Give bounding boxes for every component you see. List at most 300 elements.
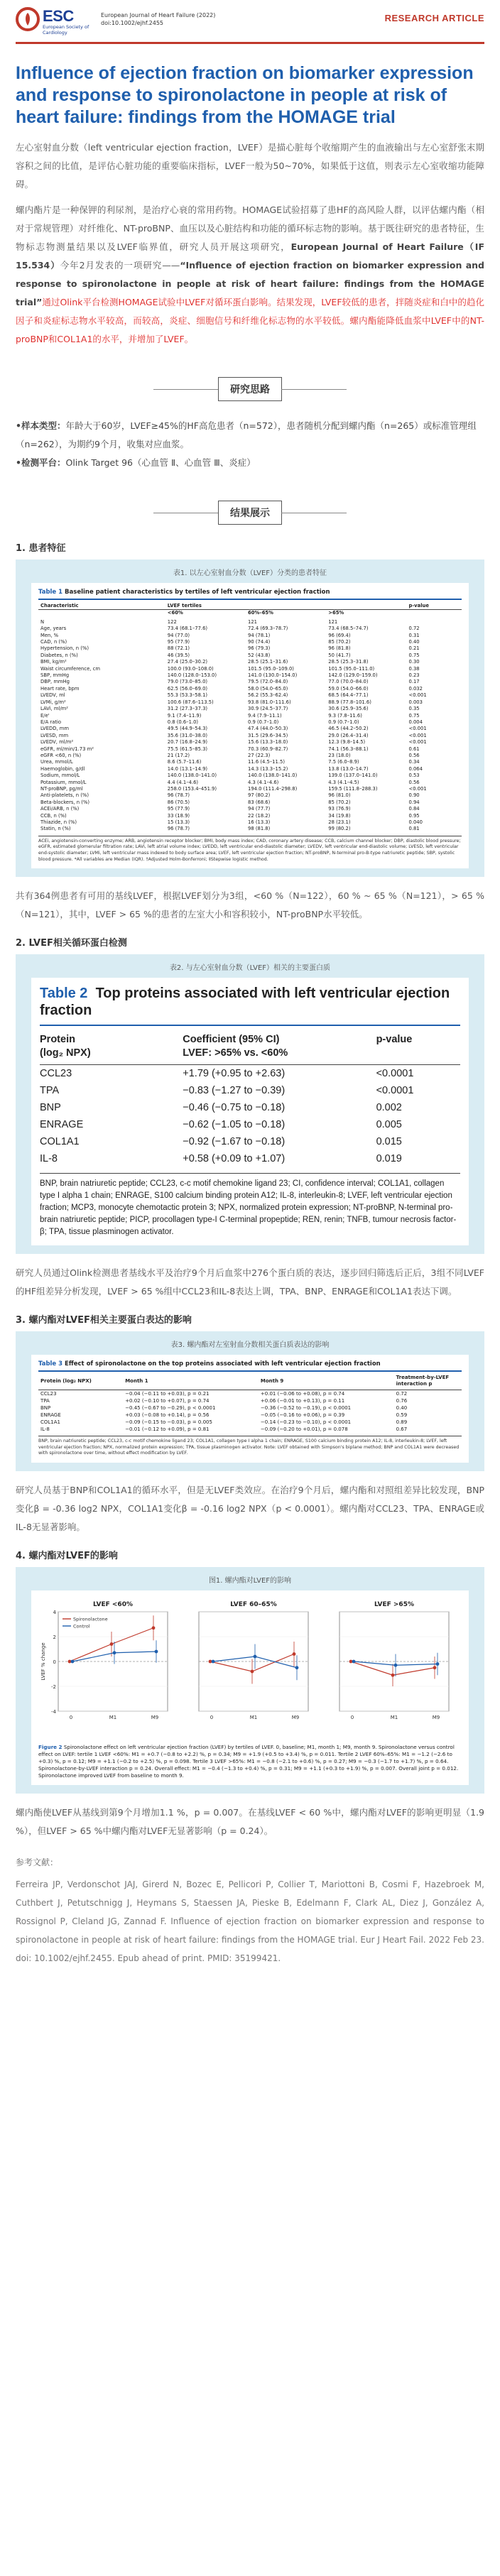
esc-logo-icon [16, 7, 40, 31]
references-text: Ferreira JP, Verdonschot JAJ, Girerd N, Bozec E, Pellicori P, Collier T, Mariottoni B, Cosmi F, Hazebroek M, Cuthbert J, Petutschnigg J, Heymans S, Staessen JA, Pieske B, Edelmann F, Clark AL, Diez J, González A, Rossignol P, Cleland JG, Zannad F. Influence of ejection fraction on biomarker expression and response to spironolactone in people at risk of heart failure: findings from the HOMAGE trial. Eur J Heart Fail. 2022 Feb 23. doi: 10.1002/ejhf.2455. Epub ahead of print. PMID: 35199421. [16, 1879, 484, 1963]
table-cell: 85 (70.2) [328, 799, 351, 805]
table-cell: IL-8 [40, 1426, 50, 1433]
table-2-title [40, 985, 460, 1026]
data-point [436, 1662, 440, 1666]
table-row [40, 1065, 460, 1083]
y-tick-label: 4 [53, 1609, 56, 1615]
table-row [38, 1426, 462, 1433]
data-point [155, 1650, 158, 1654]
table-1 [31, 583, 469, 868]
table-cell: 140.0 (128.0–153.0) [167, 672, 217, 679]
result-1-text: 共有364例患者有可用的基线LVEF，根据LVEF划分为3组，<60 %（N=122），60 % ~ 65 %（N=121），> 65 %（N=121），其中，LVEF > 65 %的患者的左室大小和容积较小，NT-proBNP水平较低。 [16, 890, 484, 920]
panel-title: LVEF 60–65% [230, 1600, 277, 1608]
data-point [212, 1660, 215, 1664]
data-point [71, 1660, 75, 1664]
table-cell: 0.032 [408, 685, 423, 692]
table-row [40, 1133, 460, 1150]
table-cell: −0.14 (−0.23 to −0.10), p < 0.0001 [260, 1419, 352, 1426]
table-cell: +1.79 (+0.95 to +2.63) [183, 1068, 286, 1080]
table-cell: 70.3 (60.9–82.7) [248, 746, 288, 752]
table-cell: Urea, mmol/L [40, 759, 73, 765]
table-cell: Age, years [40, 626, 67, 632]
table-cell: LAVi, ml/m² [40, 706, 69, 712]
society-name: European Society of Cardiology [43, 24, 89, 36]
table-cell: CAD, n (%) [40, 639, 67, 645]
x-tick-label: M9 [291, 1714, 300, 1720]
table-cell: 13.8 (13.0–14.7) [328, 765, 369, 772]
sample-type-label: •样本类型： [16, 420, 66, 431]
table-3-label: Table 3 [38, 1360, 63, 1368]
table-cell: 258.0 (153.4–451.9) [167, 785, 217, 792]
table-cell: 0.005 [376, 1119, 402, 1131]
result-1-heading: 1. 患者特征 [16, 543, 66, 554]
table-cell: 0.81 [408, 826, 420, 832]
table-cell: 73.4 (68.5–74.7) [328, 626, 369, 632]
table-cell: ENRAGE [40, 1412, 61, 1419]
y-tick-label: 0 [53, 1659, 56, 1665]
table-cell: 0.9 (0.7–1.0) [248, 719, 279, 725]
table-cell: COL1A1 [40, 1136, 80, 1148]
table-cell: 4.4 (4.1–4.6) [167, 779, 199, 785]
column-subheader: 60%–65% [248, 610, 273, 616]
table-cell: 0.56 [408, 752, 420, 758]
figure-2 [31, 1590, 469, 1785]
data-point [295, 1666, 299, 1669]
column-header-coefficient-line2: LVEF: >65% vs. <60% [183, 1047, 288, 1059]
table-cell: 59.0 (54.0–66.0) [328, 685, 369, 692]
table-cell: 0.8 (0.6–1.0) [167, 719, 199, 725]
table-cell: 74.1 (56.3–88.1) [328, 746, 369, 752]
table-cell: 4.3 (4.1–4.6) [248, 779, 279, 785]
intro-text-a: 螺内酯片是一种保钾的利尿剂，是治疗心衰的常用药物。HOMAGE试验招募了患HF的高风险人群，以评估螺内酯（相对于常规管理）对纤维化、NT-proBNP、血压以及心脏结构和功能的循环标志物的影响。基于既往研究的患者特征，生物标志物测量结果以及LVEF临界值，研究人员开展这项研究， [16, 204, 484, 252]
esc-logo-text: ESC [43, 7, 74, 25]
table-row [38, 766, 462, 773]
table-cell: 100.0 (93.0–108.0) [167, 665, 214, 672]
table-cell: Waist circumference, cm [40, 665, 100, 672]
table-cell: −0.62 (−1.05 to −0.18) [183, 1119, 286, 1131]
panel-title: LVEF >65% [374, 1600, 414, 1608]
table-cell: 0.21 [408, 645, 420, 652]
intro-highlight: 通过Olink平台检测HOMAGE试验中LVEF对循环蛋白影响。结果发现，LVEF较低的患者，拌随炎症和白中的趋化因子和炎症标志物水平较高，而较高，炎症、细胞信号和纤维化标志物的水平较低。螺内酯能降低血浆中LVEF中的NT-proBNP和COL1A1的水平，并增加了LVEF。 [16, 297, 484, 344]
table-cell: 0.90 [408, 792, 420, 799]
table-cell: +0.58 (+0.09 to +1.07) [183, 1153, 286, 1165]
table-cell: TPA [40, 1085, 60, 1097]
platform-text: Olink Target 96（心血管 Ⅱ、心血管 Ⅲ、炎症） [65, 457, 256, 468]
table-cell: −0.46 (−0.75 to −0.18) [183, 1102, 286, 1114]
journal-name: European Journal of Heart Failure (2022) [101, 12, 216, 18]
column-header-interaction-line2: interaction p [396, 1381, 433, 1387]
table-row [38, 746, 462, 753]
table-row [38, 759, 462, 765]
table-row [38, 619, 462, 626]
table-cell: 0.002 [376, 1102, 402, 1114]
table-cell: LVEDV, ml/m² [40, 739, 74, 746]
column-header-protein [40, 1026, 183, 1065]
table-1-title [38, 589, 462, 600]
table-cell: Men, % [40, 632, 59, 638]
table-cell: <0.001 [408, 732, 427, 738]
table-cell: +0.02 (−0.10 to +0.07), p = 0.74 [125, 1398, 210, 1404]
table-cell: LVMi, g/m² [40, 699, 66, 705]
table-cell: 93 (76.9) [328, 806, 351, 812]
table-3-footnote: BNP, brain natriuretic peptide; CCL23, c-c motif chemokine ligand 23; COL1A1, collagen type I alpha 1 chain; ENRAGE, S100 calcium binding protein A12; IL-8, interleukin-8; LVEF, left ventricular ejection fraction; NPX, normalized protein expression; TPA, tissue plasminogen activator. Note: LVEF obtained with Simpson's biplane method; BNP and COL1A1 were decreased with spironolactone over time, without effect modification by LVEF. [38, 1436, 462, 1457]
column-header: Characteristic [38, 600, 165, 610]
table-row [38, 739, 462, 746]
result-4-heading: 4. 螺内酯对LVEF的影响 [16, 1550, 118, 1561]
table-cell: 94 (77.0) [167, 632, 190, 638]
table-cell: 58.0 (54.0–65.0) [248, 685, 288, 692]
section-label: 结果展示 [218, 501, 282, 525]
table-cell: 194.0 (111.4–298.8) [248, 785, 298, 792]
table-cell: 28.5 (25.1–31.6) [248, 659, 288, 665]
table-cell: 90 (74.4) [248, 639, 271, 645]
figure-2-label: Figure 2 [38, 1743, 62, 1750]
table-2-footnote: BNP, brain natriuretic peptide; CCL23, c-c motif chemokine ligand 23; CI, confidence interval; COL1A1, collagen type I alpha 1 chain; ENRAGE, S100 calcium binding protein A12; IL-8, interleukin-8; LVEF, left ventricular ejection fraction; MCP3, monocyte chemotactic protein 3; NPX, normalized protein expression; NT-proBNP, N-terminal pro-brain natriuretic peptide; PICP, procollagen type-I C-terminal propeptide; REN, renin; TNFB, tumour necrosis factor-β; TPA, tissue plasminogen activator. [40, 1173, 460, 1238]
table-row [38, 686, 462, 692]
table-cell: −0.05 (−0.16 to +0.06), p = 0.39 [260, 1412, 345, 1419]
section-label: 研究思路 [218, 377, 282, 401]
table-row [38, 726, 462, 732]
table-cell: 83 (68.6) [248, 799, 271, 805]
y-tick-label: -4 [51, 1708, 56, 1715]
x-tick-label: M1 [249, 1714, 258, 1720]
table-cell: 0.040 [408, 819, 423, 825]
data-point [152, 1626, 156, 1630]
table-cell: Hypertension, n (%) [40, 645, 89, 652]
section-heading-design [0, 377, 500, 401]
table-cell: 121 [328, 618, 338, 625]
table-cell: LVEDD, mm [40, 726, 70, 732]
table-cell: 0.40 [396, 1405, 408, 1412]
table-cell: 0.94 [408, 799, 420, 805]
table-cell: 88.9 (77.8–101.6) [328, 699, 371, 705]
table-row [38, 639, 462, 645]
table-cell: 97 (80.2) [248, 792, 271, 799]
table-row [38, 733, 462, 739]
result-4-text: 螺内酯使LVEF从基线到第9个月增加1.1 %，p = 0.007。在基线LVEF < 60 %中，螺内酯对LVEF的影响更明显（1.9 %），但LVEF > 65 %中螺内酯对LVEF无显著影响（p = 0.24）。 [16, 1806, 484, 1836]
table-cell: 0.9 (0.7–1.0) [328, 719, 359, 725]
table-1-panel-caption: 表1. 以左心室射血分数（LVEF）分类的患者特征 [173, 569, 327, 577]
table-cell: 0.23 [408, 672, 420, 679]
table-cell: N [40, 618, 45, 625]
table-cell: 95 (77.9) [167, 806, 190, 812]
table-cell: 4.3 (4.1–4.5) [328, 779, 359, 785]
table-3-panel-caption: 表3. 螺内酯对左室射血分数相关蛋白质表达的影响 [170, 1341, 330, 1350]
table-cell: 0.75 [408, 652, 420, 658]
x-tick-label: 0 [210, 1714, 214, 1720]
table-cell: 0.31 [408, 632, 420, 638]
table-row [40, 1082, 460, 1099]
table-cell: 72.4 (69.3–78.7) [248, 626, 288, 632]
table-cell: 0.56 [408, 779, 420, 785]
table-cell: 7.5 (6.0–8.9) [328, 759, 359, 765]
table-cell: 0.61 [408, 746, 420, 752]
table-row [38, 666, 462, 672]
table-cell: +0.01 (−0.06 to +0.08), p = 0.74 [260, 1391, 345, 1397]
table-cell: 0.019 [376, 1153, 402, 1165]
table-cell: 140.0 (138.0–141.0) [167, 773, 217, 779]
table-cell: 93.8 (81.0–111.6) [248, 699, 291, 705]
table-cell: 75.5 (61.5–85.3) [167, 746, 208, 752]
divider [281, 389, 347, 390]
data-point [391, 1674, 395, 1677]
table-cell: Heart rate, bpm [40, 685, 80, 692]
table-cell: COL1A1 [40, 1419, 60, 1426]
table-cell: 55.3 (53.3–58.1) [167, 692, 208, 699]
table-cell: 0.95 [408, 812, 420, 819]
table-cell: 47.4 (44.0–50.3) [248, 726, 288, 732]
table-cell: 159.5 (111.8–288.3) [328, 785, 378, 792]
table-3 [31, 1355, 469, 1463]
column-header-interaction [394, 1372, 462, 1390]
data-point [251, 1670, 254, 1674]
table-cell: Thiazide, n (%) [40, 819, 77, 825]
table-cell: 23 (18.0) [328, 752, 351, 758]
table-cell: 121 [248, 618, 258, 625]
table-cell: 49.5 (44.9–54.3) [167, 726, 208, 732]
table-cell: <0.0001 [376, 1085, 414, 1097]
column-header: p-value [407, 600, 462, 610]
data-point [352, 1660, 356, 1664]
column-header-coefficient-line1: Coefficient (95% CI) [183, 1034, 280, 1046]
table-cell: LVESD, mm [40, 732, 69, 738]
data-point [110, 1642, 114, 1646]
table-row [38, 813, 462, 819]
table-cell: Sodium, mmol/L [40, 773, 80, 779]
table-row [40, 1099, 460, 1116]
table-row [38, 786, 462, 792]
y-tick-label: 2 [53, 1634, 56, 1640]
column-header-month-9: Month 9 [259, 1372, 394, 1390]
table-cell: 0.67 [396, 1426, 408, 1433]
legend-label: Spironolactone [73, 1616, 108, 1622]
table-row [38, 679, 462, 685]
table-3-title-text: Effect of spironolactone on the top proteins associated with left ventricular ejection fraction [65, 1360, 381, 1368]
table-cell: 96 (79.3) [248, 645, 271, 652]
table-cell: 12.3 (9.8–14.5) [328, 739, 366, 746]
table-row [40, 1150, 460, 1167]
table-cell: 0.004 [408, 719, 423, 725]
table-row [38, 753, 462, 759]
table-cell: −0.36 (−0.52 to −0.19), p < 0.0001 [260, 1405, 352, 1412]
table-2-title-text: Top proteins associated with left ventricular ejection fraction [40, 986, 450, 1019]
table-cell: 0.40 [408, 639, 420, 645]
table-cell: ENRAGE [40, 1119, 84, 1131]
table-cell: 0.72 [408, 626, 420, 632]
data-point [113, 1651, 116, 1654]
table-cell: SBP, mmHg [40, 672, 70, 679]
table-cell: 11.6 (4.5–11.5) [248, 759, 285, 765]
table-row [38, 713, 462, 719]
table-cell: CCL23 [40, 1391, 57, 1397]
table-row [38, 699, 462, 706]
article-type-tag: RESEARCH ARTICLE [384, 13, 484, 23]
table-cell: 0.38 [408, 665, 420, 672]
table-cell: 96 (69.4) [328, 632, 351, 638]
table-cell: TPA [40, 1398, 50, 1404]
data-point [254, 1655, 257, 1659]
table-cell: 101.5 (95.0–109.0) [248, 665, 294, 672]
table-row [38, 806, 462, 812]
table-cell: 0.35 [408, 706, 420, 712]
table-cell: 98 (81.8) [248, 826, 271, 832]
table-cell: 99 (80.2) [328, 826, 351, 832]
table-cell: 0.53 [408, 773, 420, 779]
platform-item [16, 454, 484, 472]
table-cell: −0.04 (−0.11 to +0.03), p = 0.21 [125, 1391, 210, 1397]
column-header-protein-line1: Protein [40, 1034, 75, 1046]
table-row [38, 1390, 462, 1398]
table-cell: 88 (72.1) [167, 645, 190, 652]
section-heading-results [0, 501, 500, 525]
table-cell: 8.6 (5.7–11.6) [167, 759, 202, 765]
table-cell [407, 619, 462, 626]
table-cell: Anti-platelets, n (%) [40, 792, 89, 799]
table-row [38, 706, 462, 712]
table-cell: 62.5 (56.0–69.0) [167, 685, 208, 692]
table-cell: eGFR, ml/min/1.73 m² [40, 746, 94, 752]
table-cell: 0.30 [408, 659, 420, 665]
table-cell: 52 (43.8) [248, 652, 271, 658]
column-subheader: >65% [328, 610, 344, 616]
table-1-title-text: Baseline patient characteristics by tertiles of left ventricular ejection fraction [65, 589, 330, 596]
references-heading: 参考文献： [16, 1857, 59, 1867]
column-subheader: <60% [167, 610, 183, 616]
table-cell: CCB, n (%) [40, 812, 67, 819]
table-row [38, 653, 462, 659]
table-cell: 15.6 (13.3–18.0) [248, 739, 288, 746]
data-point [394, 1664, 398, 1667]
journal-name-inline: European Journal of Heart Failure（IF 15.534） [16, 241, 484, 271]
table-cell: 14.0 (13.1–14.9) [167, 765, 208, 772]
table-cell: 56.2 (55.3–62.4) [248, 692, 288, 699]
table-cell: 22 (18.2) [248, 812, 271, 819]
column-header-interaction-line1: Treatment-by-LVEF [396, 1375, 450, 1381]
y-tick-label: -2 [51, 1683, 56, 1690]
x-tick-label: M1 [390, 1714, 398, 1720]
table-cell: −0.83 (−1.27 to −0.39) [183, 1085, 286, 1097]
table-cell: BNP [40, 1102, 61, 1114]
table-cell: 73.4 (68.1–77.6) [167, 626, 208, 632]
table-row [40, 1116, 460, 1133]
table-cell: 46.5 (44.2–50.2) [328, 726, 369, 732]
intro-text-b: 今年2月发表的一项研究—— [60, 260, 180, 271]
table-row [38, 1397, 462, 1404]
doi[interactable]: doi:10.1002/ejhf.2455 [101, 20, 164, 26]
column-header [246, 600, 326, 610]
article-title: Influence of ejection fraction on biomarker expression and response to spironolactone in people at risk of heart failure: findings from the HOMAGE trial [16, 63, 474, 127]
table-cell: −0.01 (−0.12 to +0.09), p = 0.81 [125, 1426, 210, 1433]
table-cell: <0.001 [408, 726, 427, 732]
table-cell: <0.0001 [376, 1068, 414, 1080]
table-cell: NT-proBNP, pg/ml [40, 785, 83, 792]
table-cell: 15 (13.3) [167, 819, 190, 825]
table-cell: 122 [167, 618, 177, 625]
table-2 [31, 978, 469, 1245]
data-point [433, 1666, 437, 1669]
table-cell: 9.4 (7.9–11.1) [248, 712, 282, 719]
column-header: LVEF tertiles [165, 600, 246, 610]
table-cell: 31.5 (29.6–34.5) [248, 732, 288, 738]
table-1-panel [16, 560, 484, 877]
table-row [38, 645, 462, 652]
column-subheader [38, 610, 165, 619]
table-cell: Diabetes, n (%) [40, 652, 78, 658]
table-row [38, 672, 462, 679]
sample-type-item [16, 417, 484, 454]
table-cell: eGFR <60, n (%) [40, 752, 82, 758]
table-cell: 68.5 (64.4–77.1) [328, 692, 369, 699]
table-cell: <0.001 [408, 739, 427, 746]
table-cell: Statin, n (%) [40, 826, 71, 832]
table-row [38, 1419, 462, 1426]
table-cell: 95 (77.9) [167, 639, 190, 645]
table-cell: <0.001 [408, 692, 427, 699]
table-cell: 27 (22.3) [248, 752, 271, 758]
table-2-grid [40, 1026, 460, 1167]
table-row [38, 799, 462, 806]
table-cell: 140.0 (138.0–141.0) [248, 773, 298, 779]
table-cell: 94 (78.1) [248, 632, 271, 638]
table-row [38, 659, 462, 665]
panel-title: LVEF <60% [93, 1600, 133, 1608]
column-header-protein: Protein (log₂ NPX) [38, 1372, 123, 1390]
table-cell: 0.015 [376, 1136, 402, 1148]
table-2-label: Table 2 [40, 986, 88, 1002]
table-row [38, 633, 462, 639]
table-cell: Potassium, mmol/L [40, 779, 87, 785]
table-cell: 96 (78.7) [167, 792, 190, 799]
table-2-panel [16, 954, 484, 1254]
x-tick-label: M9 [151, 1714, 159, 1720]
table-3-title [38, 1360, 462, 1372]
table-cell: 0.89 [396, 1419, 408, 1426]
table-cell: 0.064 [408, 765, 423, 772]
table-cell: 31.2 (27.3–37.3) [167, 706, 208, 712]
table-cell: 35.6 (31.0–38.0) [167, 732, 208, 738]
table-cell: 79.0 (73.0–85.0) [167, 679, 208, 685]
table-cell: 29.0 (26.4–31.4) [328, 732, 369, 738]
table-cell: 16 (13.3) [248, 819, 271, 825]
table-cell: E/A ratio [40, 719, 62, 725]
table-cell: Beta-blockers, n (%) [40, 799, 89, 805]
table-cell: −0.09 (−0.15 to −0.03), p = 0.005 [125, 1419, 212, 1426]
table-cell: 141.0 (130.0–154.0) [248, 672, 298, 679]
table-cell: CCL23 [40, 1068, 72, 1080]
result-3-heading: 3. 螺内酯对LVEF相关主要蛋白表达的影响 [16, 1315, 192, 1326]
column-header [326, 600, 406, 610]
table-cell: 139.0 (137.0–141.0) [328, 773, 378, 779]
table-cell: 34 (19.8) [328, 812, 351, 819]
table-cell: 9.3 (7.8–11.6) [328, 712, 362, 719]
column-header-pvalue: p-value [376, 1026, 460, 1065]
table-cell: 96 (81.8) [328, 645, 351, 652]
divider [153, 389, 219, 390]
table-cell: LVEDV, ml [40, 692, 65, 699]
table-1-footnote: ACEi, angiotensin-converting enzyme; ARB, angiotensin receptor blocker; BMI, body mass index; CAD, coronary artery disease; CCB, calcium channel blocker; DBP, diastolic blood pressure; eGFR, estimated glomerular filtration rate; LAVi, left atrial volume index; LVEDD, left ventricular end-diastolic diameter; LVEDV, left ventricular end-diastolic volume; LVESD, left ventricular end-systolic diameter; LVMi, left ventricular mass indexed to body surface area; LVEF, left ventricular ejection fraction; NT-proBNP, N-terminal pro-B-type natriuretic peptide; SBP, systolic blood pressure. *All variables are Median (IQR). †Adjusted Holm-Bonferroni; ‡Stepwise logistic method. [38, 836, 462, 863]
table-cell: BNP [40, 1405, 51, 1412]
column-header-coefficient [183, 1026, 376, 1065]
table-row [38, 819, 462, 826]
table-cell: 30.9 (24.5–37.7) [248, 706, 288, 712]
table-cell: 0.003 [408, 699, 423, 705]
table-row [38, 792, 462, 799]
table-cell: 0.34 [408, 759, 420, 765]
table-cell: 101.5 (95.0–111.0) [328, 665, 375, 672]
table-cell: 30.6 (25.9–35.6) [328, 706, 369, 712]
table-cell: 0.75 [408, 712, 420, 719]
table-cell: IL-8 [40, 1153, 58, 1165]
